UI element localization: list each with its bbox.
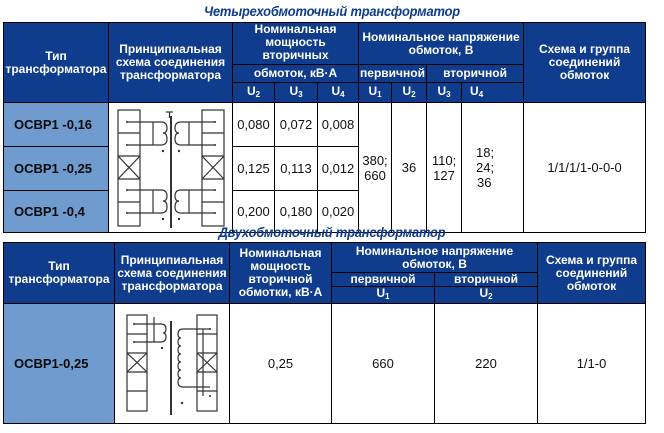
- four-winding-table: [3, 22, 646, 233]
- voltage-u4-cell: 18; 24; 36: [462, 103, 524, 233]
- header-primary: первичной: [359, 65, 427, 83]
- header-secondary: вторичной: [427, 65, 524, 83]
- power-u4-cell: 0,008: [318, 103, 359, 147]
- header-voltage: Номинальное напряжение обмоток, В: [332, 243, 538, 273]
- voltage-u1-cell: 660: [332, 304, 435, 424]
- table2-title: Двухобмоточный трансформатор: [218, 224, 446, 240]
- header-u1: $U_1$: [332, 287, 435, 304]
- voltage-u1-cell: 380; 660: [359, 103, 392, 233]
- power-u4-cell: 0,012: [318, 147, 359, 191]
- header-voltage: Номинальное напряжение обмоток, В: [359, 23, 524, 65]
- power-u3-cell: 0,113: [275, 147, 318, 191]
- header-primary: первичной: [332, 273, 435, 287]
- header-type: Тип трансформатора: [4, 243, 115, 304]
- header-power-unit: обмоток, кВ·А: [233, 65, 359, 83]
- type-cell: ОСВР1 -0,4: [4, 191, 109, 233]
- header-u3: $U_3$: [275, 83, 318, 103]
- two-winding-diagram: [115, 304, 230, 424]
- power-u3-cell: 0,072: [275, 103, 318, 147]
- table-row: [4, 304, 646, 424]
- header-group: Схема и группа соединений обмоток: [538, 243, 646, 304]
- header-secondary: вторичной: [435, 273, 538, 287]
- transformer-diagram-icon: [119, 309, 225, 419]
- type-cell: ОСВР1 -0,25: [4, 147, 109, 191]
- header-u2: $U_2$: [435, 287, 538, 304]
- four-winding-diagram: [109, 103, 233, 233]
- group-cell: 1/1-0: [538, 304, 646, 424]
- transformer-diagram-icon: [113, 106, 229, 230]
- power-u2-cell: 0,125: [233, 147, 275, 191]
- voltage-u2-cell: 36: [392, 103, 427, 233]
- header-v-u1: $U_1$: [359, 83, 392, 103]
- header-power: Номинальная мощность вторичных: [233, 23, 359, 65]
- table1-title: Четырехобмоточный трансформатор: [204, 3, 460, 19]
- header-group: Схема и группа соединений обмоток: [524, 23, 646, 103]
- header-type: Тип трансформатора: [4, 23, 109, 103]
- voltage-u2-cell: 220: [435, 304, 538, 424]
- power-u2-cell: 0,080: [233, 103, 275, 147]
- group-cell: 1/1/1/1-0-0-0: [524, 103, 646, 233]
- header-u4: $U_4$: [318, 83, 359, 103]
- header-scheme: Принципиальная схема соединения трансформатора: [109, 23, 233, 103]
- power-u2-cell: 0,200: [233, 191, 275, 233]
- voltage-u3-cell: 110; 127: [427, 103, 462, 233]
- type-cell: ОСВР1-0,25: [4, 304, 115, 424]
- power-u3-cell: 0,180: [275, 191, 318, 233]
- table-row: [4, 103, 646, 147]
- header-u2: $U_2$: [233, 83, 275, 103]
- header-v-u3: $U_3$: [427, 83, 462, 103]
- power-u4-cell: 0,020: [318, 191, 359, 233]
- header-v-u4: $U_4$: [462, 83, 524, 103]
- header-power: Номинальная мощность вторичной обмотки, кВ·А: [230, 243, 332, 304]
- header-scheme: Принципиальная схема соединения трансформатора: [115, 243, 230, 304]
- power-cell: 0,25: [230, 304, 332, 424]
- type-cell: ОСВР1 -0,16: [4, 103, 109, 147]
- two-winding-table: [3, 242, 646, 424]
- header-v-u2: $U_2$: [392, 83, 427, 103]
